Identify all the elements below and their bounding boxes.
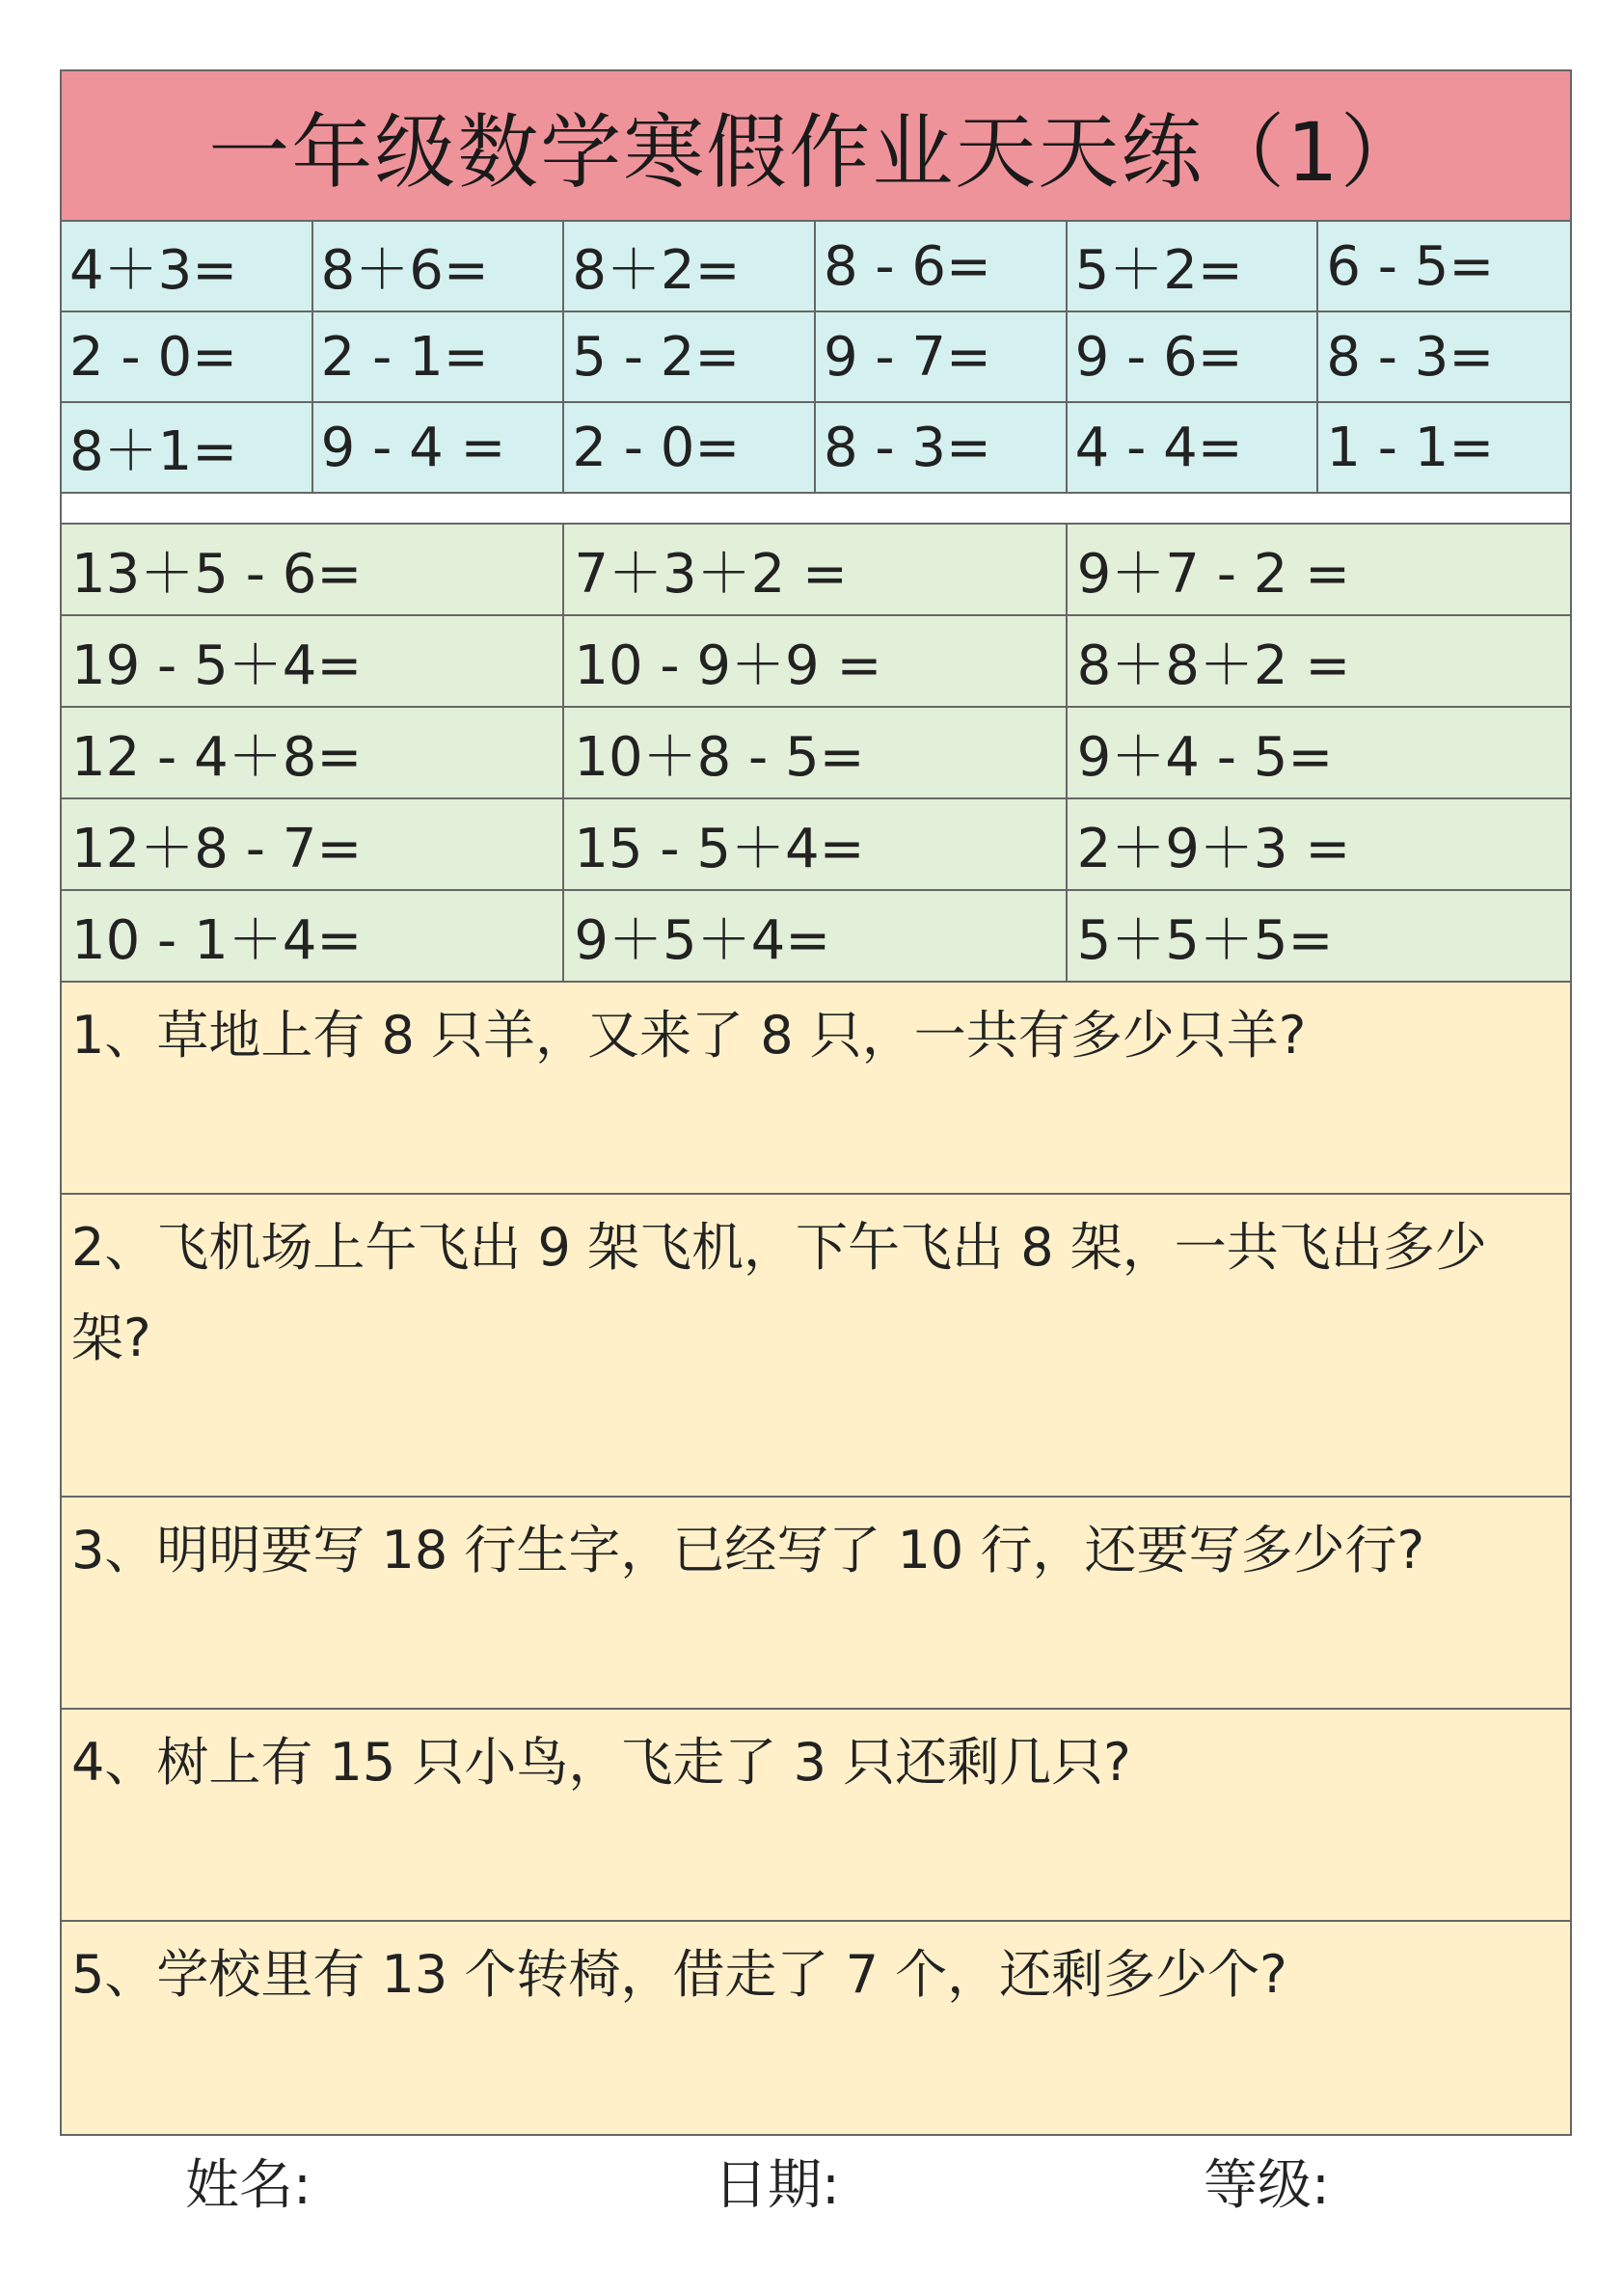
- title-bar: [62, 71, 1570, 222]
- section-divider: [62, 494, 1570, 525]
- exercise-cell: 9＋5＋4=: [564, 891, 1067, 983]
- exercise-cell: 4＋3=: [62, 222, 313, 312]
- name-label: 姓名:: [185, 2154, 311, 2217]
- word-problems-section: [62, 983, 1570, 2134]
- exercise-cell: 8 - 3=: [816, 403, 1068, 494]
- exercise-cell: 4 - 4=: [1068, 403, 1319, 494]
- exercise-cell: 15 - 5＋4=: [564, 799, 1067, 891]
- exercise-cell: 13＋5 - 6=: [62, 525, 564, 616]
- exercise-cell: 9 - 6=: [1068, 312, 1319, 403]
- exercise-cell: 9＋4 - 5=: [1068, 708, 1570, 799]
- exercise-cell: 10 - 9＋9 =: [564, 616, 1067, 708]
- exercise-cell: 8＋1=: [62, 403, 313, 494]
- exercise-cell: 5＋5＋5=: [1068, 891, 1570, 983]
- worksheet: [60, 69, 1572, 2136]
- grade-label: 等级:: [1204, 2154, 1330, 2217]
- exercise-cell: 9＋7 - 2 =: [1068, 525, 1570, 616]
- date-label: 日期:: [714, 2154, 840, 2217]
- exercise-cell: 8＋6=: [313, 222, 565, 312]
- exercise-cell: 10＋8 - 5=: [564, 708, 1067, 799]
- exercise-cell: 9 - 4 =: [313, 403, 565, 494]
- footer: [0, 2143, 1624, 2220]
- basic-exercises-grid: [62, 222, 1570, 494]
- word-problem: 2、飞机场上午飞出 9 架飞机，下午飞出 8 架，一共飞出多少架?: [62, 1195, 1570, 1498]
- exercise-cell: 2 - 1=: [313, 312, 565, 403]
- exercise-cell: 6 - 5=: [1318, 222, 1570, 312]
- exercise-cell: 8 - 3=: [1318, 312, 1570, 403]
- word-problem: 4、树上有 15 只小鸟，飞走了 3 只还剩几只?: [62, 1710, 1570, 1922]
- exercise-cell: 8 - 6=: [816, 222, 1068, 312]
- exercise-cell: 1 - 1=: [1318, 403, 1570, 494]
- word-problem: 1、草地上有 8 只羊，又来了 8 只，一共有多少只羊?: [62, 983, 1570, 1195]
- exercise-cell: 19 - 5＋4=: [62, 616, 564, 708]
- exercise-cell: 2＋9＋3 =: [1068, 799, 1570, 891]
- exercise-cell: 5 - 2=: [564, 312, 816, 403]
- word-problem: 5、学校里有 13 个转椅，借走了 7 个，还剩多少个?: [71, 1944, 1287, 2005]
- exercise-cell: 5＋2=: [1068, 222, 1319, 312]
- exercise-cell: 10 - 1＋4=: [62, 891, 564, 983]
- exercise-cell: 8＋8＋2 =: [1068, 616, 1570, 708]
- page-title: 一年级数学寒假作业天天练（1）: [208, 104, 1423, 200]
- exercise-cell: 2 - 0=: [62, 312, 313, 403]
- exercise-cell: 9 - 7=: [816, 312, 1068, 403]
- exercise-cell: 8＋2=: [564, 222, 816, 312]
- mixed-exercises-grid: [62, 525, 1570, 983]
- exercise-cell: 12 - 4＋8=: [62, 708, 564, 799]
- exercise-cell: 2 - 0=: [564, 403, 816, 494]
- exercise-cell: 7＋3＋2 =: [564, 525, 1067, 616]
- word-problem: 3、明明要写 18 行生字，已经写了 10 行，还要写多少行?: [62, 1498, 1570, 1710]
- exercise-cell: 12＋8 - 7=: [62, 799, 564, 891]
